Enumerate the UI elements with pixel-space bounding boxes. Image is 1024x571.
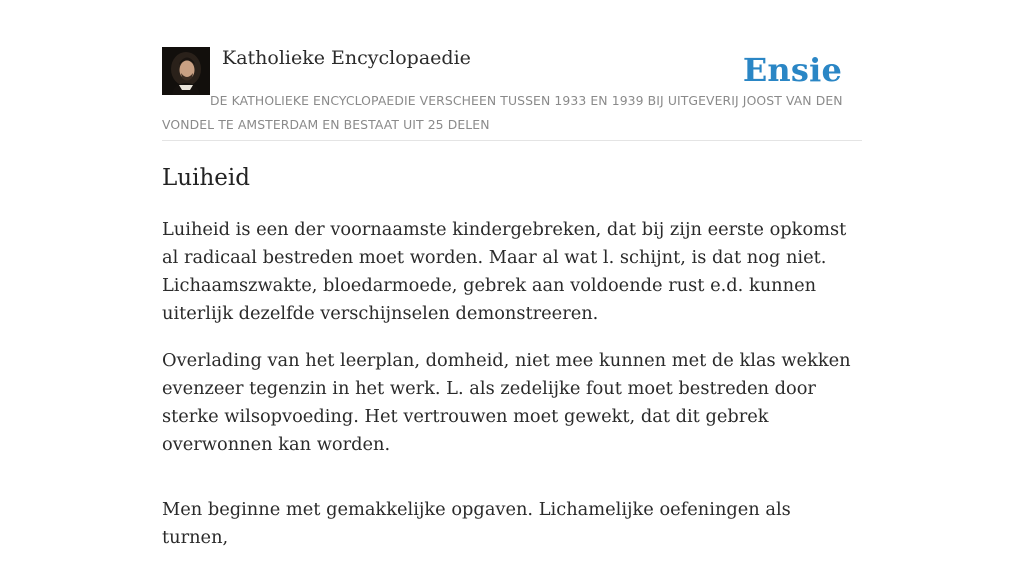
portrait-avatar-icon[interactable]: [162, 47, 210, 95]
article-paragraph: Luiheid is een der voornaamste kindergebreken, dat bij zijn eerste opkomst al radicaal bestreden moet worden. Maar al wat l. schijnt, is dat nog niet. Lichaamszwakte, bloedarmoede, gebrek aan voldoende rust e.d. kunnen uiterlijk dezelfde verschijnselen demonstreeren.: [162, 219, 847, 324]
article-body: [162, 216, 862, 571]
page: [162, 0, 862, 548]
brand-logo[interactable]: Ensie: [742, 51, 842, 89]
article-title: Luiheid: [162, 165, 250, 191]
site-header: [162, 0, 862, 141]
site-title[interactable]: Katholieke Encyclopaedie: [222, 47, 471, 69]
article-paragraph: Men beginne met gemakkelijke opgaven. Lichamelijke oefeningen als turnen,: [162, 499, 791, 548]
article-paragraph: Overlading van het leerplan, domheid, niet mee kunnen met de klas wekken evenzeer tegenzin in het werk. L. als zedelijke fout moet bestreden door sterke wilsopvoeding. Het vertrouwen moet gewekt, dat dit gebrek overwonnen kan worden.: [162, 350, 851, 455]
site-subtitle: DE KATHOLIEKE ENCYCLOPAEDIE VERSCHEEN TUSSEN 1933 EN 1939 BIJ UITGEVERIJ JOOST VAN DEN VONDEL TE AMSTERDAM EN BESTAAT UIT 25 DELEN: [162, 93, 843, 132]
